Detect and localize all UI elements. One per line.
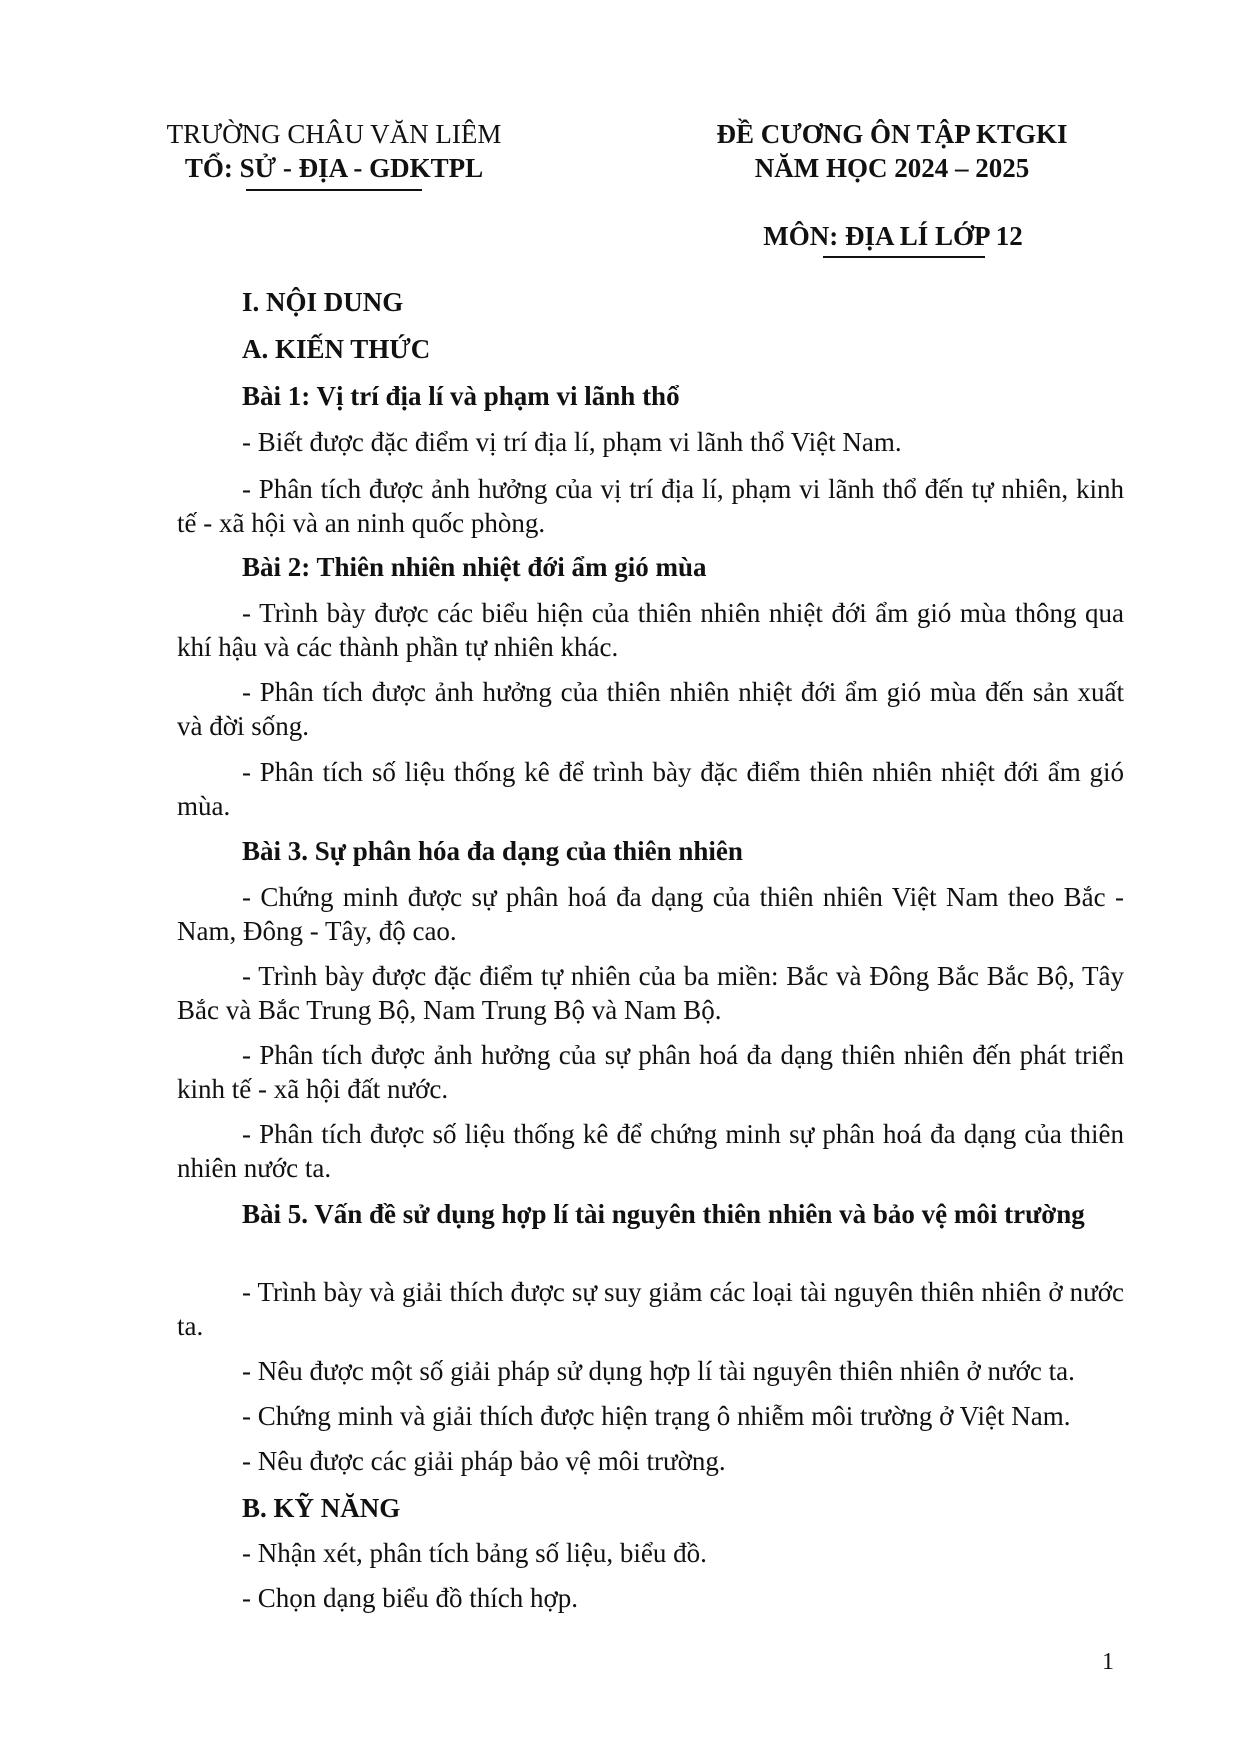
lesson-2-heading: Bài 2: Thiên nhiên nhiệt đới ẩm gió mùa xyxy=(242,552,707,582)
lesson-5-point: - Chứng minh và giải thích được hiện trạng ô nhiễm môi trường ở Việt Nam. xyxy=(242,1401,1071,1431)
lesson-2-point: - Trình bày được các biểu hiện của thiên nhiên nhiệt đới ẩm gió mùa thông qua khí hậu và các thành phần tự nhiên khác. xyxy=(177,598,1124,662)
lesson-1-point: - Biết được đặc điểm vị trí địa lí, phạm vi lãnh thổ Việt Nam. xyxy=(242,427,902,457)
page-number: 1 xyxy=(1102,1649,1114,1675)
skill-item: - Chọn dạng biểu đồ thích hợp. xyxy=(242,1583,578,1613)
lesson-5-point: - Trình bày và giải thích được sự suy giảm các loại tài nguyên thiên nhiên ở nước ta. xyxy=(177,1277,1124,1341)
lesson-3-point: - Phân tích được ảnh hưởng của sự phân hoá đa dạng thiên nhiên đến phát triển kinh tế - xã hội đất nước. xyxy=(177,1040,1124,1104)
skill-item: - Nhận xét, phân tích bảng số liệu, biểu đồ. xyxy=(242,1538,707,1568)
lesson-5-point: - Nêu được một số giải pháp sử dụng hợp lí tài nguyên thiên nhiên ở nước ta. xyxy=(242,1356,1075,1386)
lesson-1-point: - Phân tích được ảnh hưởng của vị trí địa lí, phạm vi lãnh thổ đến tự nhiên, kinh tế - xã hội và an ninh quốc phòng. xyxy=(177,474,1124,538)
part-b-heading: B. KỸ NĂNG xyxy=(242,1493,401,1523)
lesson-5-heading: Bài 5. Vấn đề sử dụng hợp lí tài nguyên thiên nhiên và bảo vệ môi trường xyxy=(242,1199,1085,1229)
lesson-3-point: - Phân tích được số liệu thống kê để chứng minh sự phân hoá đa dạng của thiên nhiên nước ta. xyxy=(177,1119,1124,1183)
section-heading: I. NỘI DUNG xyxy=(242,287,404,317)
subject-title: MÔN: ĐỊA LÍ LỚP 12 xyxy=(763,221,1023,251)
lesson-2-point: - Phân tích được ảnh hưởng của thiên nhiên nhiệt đới ẩm gió mùa đến sản xuất và đời sống. xyxy=(177,677,1124,741)
subject-underline xyxy=(823,256,985,258)
school-year: NĂM HỌC 2024 – 2025 xyxy=(754,153,1030,183)
lesson-1-heading: Bài 1: Vị trí địa lí và phạm vi lãnh thổ xyxy=(242,381,680,411)
lesson-3-heading: Bài 3. Sự phân hóa đa dạng của thiên nhiên xyxy=(242,836,743,866)
department-name: TỔ: SỬ - ĐỊA - GDKTPL xyxy=(184,153,484,183)
part-a-heading: A. KIẾN THỨC xyxy=(242,334,431,364)
school-name: TRƯỜNG CHÂU VĂN LIÊM xyxy=(166,119,502,149)
department-underline xyxy=(246,189,422,191)
lesson-3-point: - Trình bày được đặc điểm tự nhiên của ba miền: Bắc và Đông Bắc Bắc Bộ, Tây Bắc và Bắc Trung Bộ, Nam Trung Bộ và Nam Bộ. xyxy=(177,961,1124,1025)
document-title: ĐỀ CƯƠNG ÔN TẬP KTGKI xyxy=(716,119,1068,149)
lesson-5-point: - Nêu được các giải pháp bảo vệ môi trường. xyxy=(242,1446,726,1476)
lesson-2-point: - Phân tích số liệu thống kê để trình bày đặc điểm thiên nhiên nhiệt đới ẩm gió mùa. xyxy=(177,757,1124,821)
lesson-3-point: - Chứng minh được sự phân hoá đa dạng của thiên nhiên Việt Nam theo Bắc - Nam, Đông - Tây, độ cao. xyxy=(177,882,1124,946)
